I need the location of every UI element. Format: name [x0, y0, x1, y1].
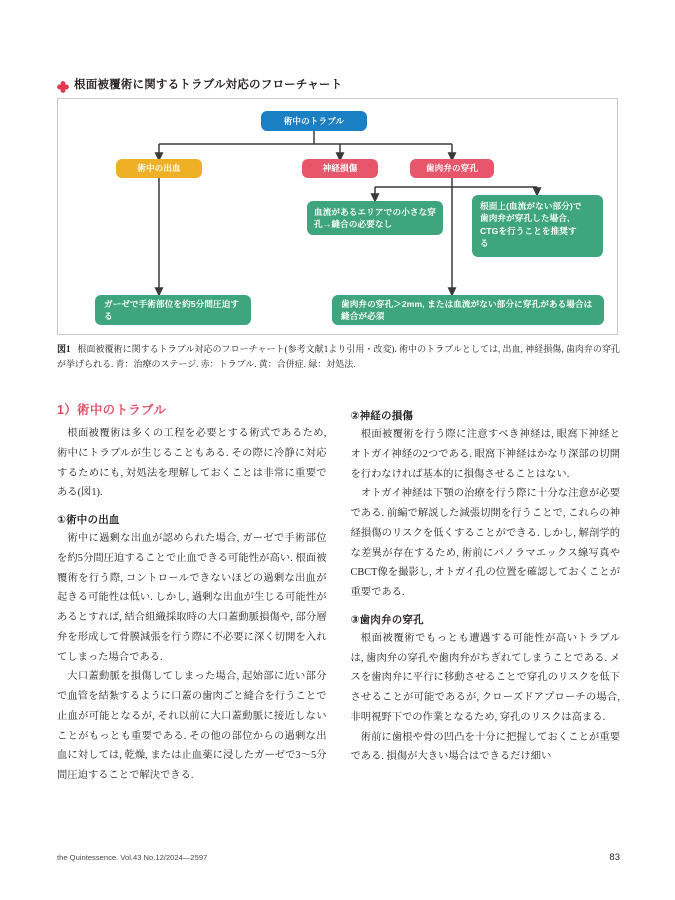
flow-node-bleeding-label: 術中の出血: [137, 163, 181, 174]
flow-node-small-perforation[interactable]: [307, 201, 443, 235]
flow-node-nerve-damage-label: 神経損傷: [322, 163, 358, 174]
section-title-intraoperative-trouble: 1）術中のトラブル: [57, 403, 167, 417]
left-text-column: [57, 400, 327, 786]
article-body: [57, 400, 620, 786]
footer-journal-reference: the Quintessence. Vol.43 No.12/2024—2597: [57, 853, 208, 862]
flow-node-suture-required-label: 歯肉弁の穿孔＞2mm, または血流がない部分に穿孔がある場合は縫合が必須: [341, 298, 593, 321]
right-text-column: [351, 400, 621, 786]
figure-caption-text: 根面被覆術に関するトラブル対応のフローチャート(参考文献1より引用・改変). 術中のトラブルとしては, 出血, 神経損傷, 歯肉弁の穿孔が挙げられる. 青：治療のステージ. 赤：トラブル. 黄：合併症. 緑：対処法.: [57, 344, 620, 369]
subsection-title-nerve-damage: ②神経の損傷: [350, 410, 414, 422]
flow-node-gauze-pressure-label: ガーゼで手術部位を約5分間圧迫する: [104, 298, 240, 321]
flow-node-nerve-damage[interactable]: [302, 159, 378, 178]
flow-node-gauze-pressure[interactable]: [95, 295, 251, 325]
paragraph-perforation-1: 根面被覆術でもっとも遭遇する可能性が高いトラブルは, 歯肉弁の穿孔や歯肉弁がちぎれてしまうことである. メスを歯肉弁に平行に移動させることで穿孔のリスクを低下させることが可能であるが, クローズドアプローチの場合, 非明視野下での作業となるため, 穿孔のリスクは高まる.: [350, 632, 620, 723]
flowchart-figure: [57, 98, 618, 335]
flow-node-ctg-line-2: 歯肉弁が穿孔した場合,: [480, 213, 570, 224]
paragraph-bleeding-1: 術中に過剰な出血が認められた場合, ガーゼで手術部位を約5分間圧迫することで止血できる可能性が高い. 根面被覆術を行う際, コントロールできないほどの過剰な出血が起きる可能性は低い. しかし, 過剰な出血が生じる可能性があるとすれば, 結合組織採取時の大口蓋動脈損傷や, 部分層弁を形成して骨膜減張を行う際に不必要に深く切開を入れてしまった場合である.: [57, 533, 327, 663]
flowchart-canvas: [58, 99, 619, 336]
subsection-title-flap-perforation: ③歯肉弁の穿孔: [350, 613, 424, 626]
paragraph-bleeding-2: 大口蓋動脈を損傷してしまった場合, 起始部に近い部分で血管を結紮するように口蓋の歯肉ごと縫合を行うことで止血が可能となるが, それ以前に大口蓋動脈に接近しないことがもっとも重要である. その他の部位からの過剰な出血に対しては, 乾燥, または止血薬に浸したガーゼで3～5分間圧迫することで解決できる.: [57, 671, 327, 782]
clover-marker-icon: [57, 80, 69, 92]
flow-node-small-perforation-label: 血流があるエリアでの小さな穿孔→縫合の必要なし: [314, 206, 436, 229]
flow-node-trouble-root[interactable]: [261, 111, 367, 131]
flow-node-ctg-line-1: 根面上(血流がない部分)で: [480, 201, 582, 211]
paragraph-nerve-2: オトガイ神経は下顎の治療を行う際に十分な注意が必要である. 前編で解説した減張切開を行うことで, これらの神経損傷のリスクを低くすることができる. しかし, 解剖学的な差異が存在するため, 術前にパノラマエックス線写真やCBCT像を撮影し, オトガイ孔の位置を確認しておくことが重要である.: [350, 488, 620, 599]
flow-node-flap-perforation-label: 歯肉弁の穿孔: [425, 163, 479, 174]
paragraph-perforation-2: 術前に歯根や骨の凹凸を十分に把握しておくことが重要である. 損傷が大きい場合はできるだけ細い: [350, 731, 620, 763]
flow-node-suture-required[interactable]: [332, 295, 604, 325]
page-footer: [57, 852, 620, 863]
figure-section-heading: [57, 80, 342, 92]
flow-node-trouble-root-label: 術中のトラブル: [283, 115, 345, 126]
subsection-title-bleeding: ①術中の出血: [57, 514, 120, 527]
flow-node-ctg-line-3: CTGを行うことを推奨す: [480, 225, 577, 236]
paragraph-intro: 根面被覆術は多くの工程を必要とする術式であるため, 術中にトラブルが生じることもある. その際に冷静に対応するためにも, 対処法を理解しておくことは非常に重要である(図1).: [57, 428, 327, 499]
figure-caption: [57, 342, 620, 371]
paragraph-nerve-1: 根面被覆術を行う際に注意すべき神経は, 眼窩下神経とオトガイ神経の2つである. 眼窩下神経はかなり深部の切開を行わなければ基本的に損傷させることはない.: [350, 429, 620, 480]
figure-heading-label: 根面被覆術に関するトラブル対応のフローチャート: [74, 79, 343, 92]
flow-node-flap-perforation[interactable]: [410, 159, 494, 178]
figure-caption-label: 図1: [57, 344, 71, 354]
flow-node-bleeding[interactable]: [116, 159, 202, 178]
footer-page-number: 83: [609, 852, 620, 863]
flow-node-ctg-recommendation[interactable]: [472, 195, 603, 257]
flow-node-ctg-line-4: る: [480, 238, 489, 249]
